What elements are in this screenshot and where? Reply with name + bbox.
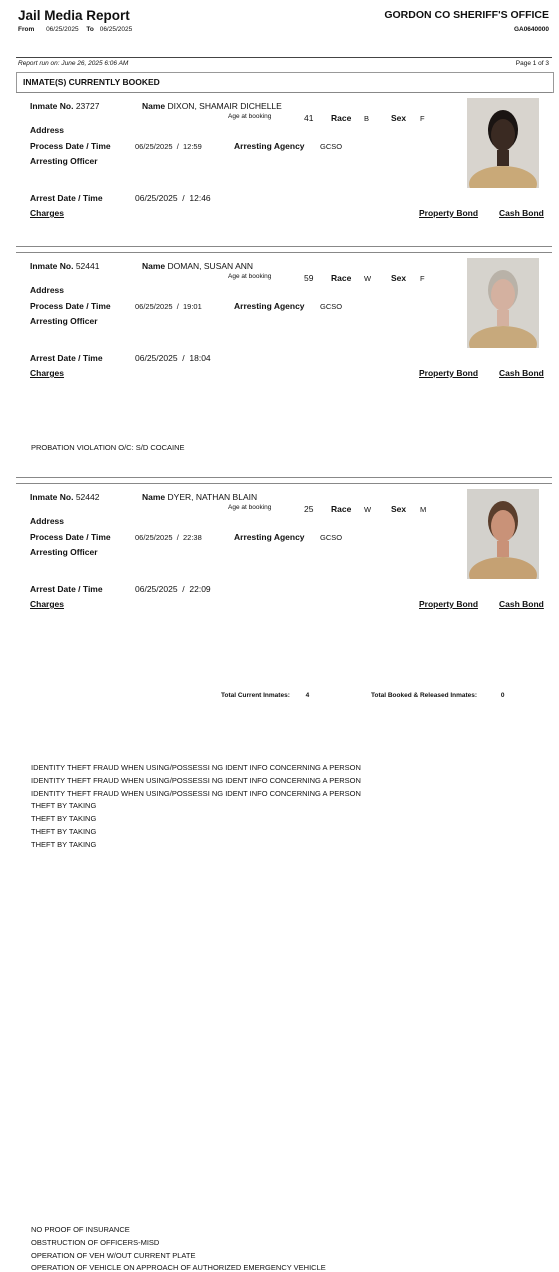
cash-bond-header: Cash Bond (499, 208, 544, 218)
arrest-label: Arrest Date / Time (30, 353, 103, 363)
from-label: From (18, 26, 35, 33)
age-label: Age at booking (228, 504, 272, 511)
report-run: Report run on: June 26, 2025 6:06 AM (18, 60, 129, 67)
property-bond-header: Property Bond (419, 208, 479, 218)
current-label: Total Current Inmates: (221, 692, 290, 699)
process-datetime: 06/25/2025 / 12:59 (135, 142, 202, 151)
officer-label: Arresting Officer (30, 156, 98, 166)
date-range (18, 26, 132, 33)
arrest-datetime: 06/25/2025 / 18:04 (135, 353, 211, 363)
mugshot-silhouette-icon (467, 98, 539, 188)
age-value: 25 (304, 504, 314, 514)
footer-released (371, 692, 505, 699)
inmate-number: Inmate No. 52442 (30, 492, 100, 502)
cash-bond-header: Cash Bond (499, 368, 544, 378)
from-date: 06/25/2025 (46, 26, 79, 33)
current-value: 4 (305, 692, 310, 699)
charge-text: IDENTITY THEFT FRAUD WHEN USING/POSSESSI NG IDENT INFO CONCERNING A PERSON (31, 763, 361, 772)
record-divider (16, 252, 552, 253)
released-label: Total Booked & Released Inmates: (371, 692, 478, 699)
age-label: Age at booking (228, 113, 272, 120)
age-value: 59 (304, 273, 314, 283)
record-divider (16, 483, 552, 484)
section-title: INMATE(S) CURRENTLY BOOKED (23, 77, 160, 87)
property-bond-header: Property Bond (419, 599, 479, 609)
mugshot-photo (467, 489, 539, 579)
agency-value: GCSO (320, 302, 343, 311)
race-value: W (364, 505, 372, 514)
cash-bond-header: Cash Bond (499, 599, 544, 609)
agency-label: Arresting Agency (234, 141, 305, 151)
arrest-label: Arrest Date / Time (30, 193, 103, 203)
mugshot-photo (467, 98, 539, 188)
released-value: 0 (500, 692, 505, 699)
record-end-divider (16, 477, 552, 478)
record-divider (16, 92, 552, 93)
sex-label: Sex (391, 504, 407, 514)
charges-header: Charges (30, 208, 65, 218)
agency-value: GCSO (320, 142, 343, 151)
arrest-datetime: 06/25/2025 / 22:09 (135, 584, 211, 594)
inmate-number: Inmate No. 23727 (30, 101, 100, 111)
charge-text: OBSTRUCTION OF OFFICERS-MISD (31, 1237, 160, 1247)
to-label: To (86, 26, 94, 33)
charge-text: OPERATION OF VEHICLE ON APPROACH OF AUTHORIZED EMERGENCY VEHICLE (31, 1263, 326, 1272)
sex-value: F (420, 114, 425, 123)
charges-header: Charges (30, 368, 65, 378)
mugshot-silhouette-icon (467, 258, 539, 348)
officer-label: Arresting Officer (30, 547, 98, 557)
address-label: Address (30, 285, 65, 295)
process-datetime: 06/25/2025 / 22:38 (135, 533, 202, 542)
charge-text: OPERATION OF VEH W/OUT CURRENT PLATE (31, 1250, 196, 1260)
sex-value: M (420, 505, 427, 514)
charge-text: THEFT BY TAKING (31, 801, 97, 811)
race-value: B (364, 114, 370, 123)
charge-text: THEFT BY TAKING (31, 839, 97, 849)
page-number: Page 1 of 3 (515, 60, 549, 67)
record-end-divider (16, 246, 552, 247)
agency-name: GORDON CO SHERIFF'S OFFICE (384, 9, 549, 21)
inmate-name: Name DIXON, SHAMAIR DICHELLE (142, 101, 282, 111)
agency-label: Arresting Agency (234, 301, 305, 311)
race-value: W (364, 274, 372, 283)
process-label: Process Date / Time (30, 301, 111, 311)
charge-text: PROBATION VIOLATION O/C: S/D COCAINE (31, 443, 185, 452)
inmate-name: Name DYER, NATHAN BLAIN (142, 492, 258, 502)
charge-text: IDENTITY THEFT FRAUD WHEN USING/POSSESSI NG IDENT INFO CONCERNING A PERSON (31, 775, 361, 785)
charges-header: Charges (30, 599, 65, 609)
process-datetime: 06/25/2025 / 19:01 (135, 302, 202, 311)
header-divider (16, 57, 552, 58)
sex-label: Sex (391, 273, 407, 283)
agency-code: GA0640000 (513, 26, 549, 33)
agency-value: GCSO (320, 533, 343, 542)
race-label: Race (331, 273, 352, 283)
charge-text: NO PROOF OF INSURANCE (31, 1225, 130, 1234)
arrest-datetime: 06/25/2025 / 12:46 (135, 193, 211, 203)
mugshot-photo (467, 258, 539, 348)
charge-text: IDENTITY THEFT FRAUD WHEN USING/POSSESSI NG IDENT INFO CONCERNING A PERSON (31, 788, 361, 798)
agency-label: Arresting Agency (234, 532, 305, 542)
age-value: 41 (304, 113, 314, 123)
address-label: Address (30, 125, 65, 135)
sex-label: Sex (391, 113, 407, 123)
property-bond-header: Property Bond (419, 368, 479, 378)
charge-text: THEFT BY TAKING (31, 814, 97, 824)
report-title: Jail Media Report (18, 8, 130, 23)
age-label: Age at booking (228, 273, 272, 280)
arrest-label: Arrest Date / Time (30, 584, 103, 594)
race-label: Race (331, 113, 352, 123)
to-date: 06/25/2025 (99, 26, 133, 33)
section-header (16, 72, 554, 93)
inmate-name: Name DOMAN, SUSAN ANN (142, 261, 254, 271)
address-label: Address (30, 516, 65, 526)
race-label: Race (331, 504, 352, 514)
officer-label: Arresting Officer (30, 316, 98, 326)
charge-text: THEFT BY TAKING (31, 827, 97, 836)
process-label: Process Date / Time (30, 532, 111, 542)
inmate-number: Inmate No. 52441 (30, 261, 100, 271)
mugshot-silhouette-icon (467, 489, 539, 579)
footer-current (221, 692, 309, 699)
sex-value: F (420, 274, 425, 283)
process-label: Process Date / Time (30, 141, 111, 151)
